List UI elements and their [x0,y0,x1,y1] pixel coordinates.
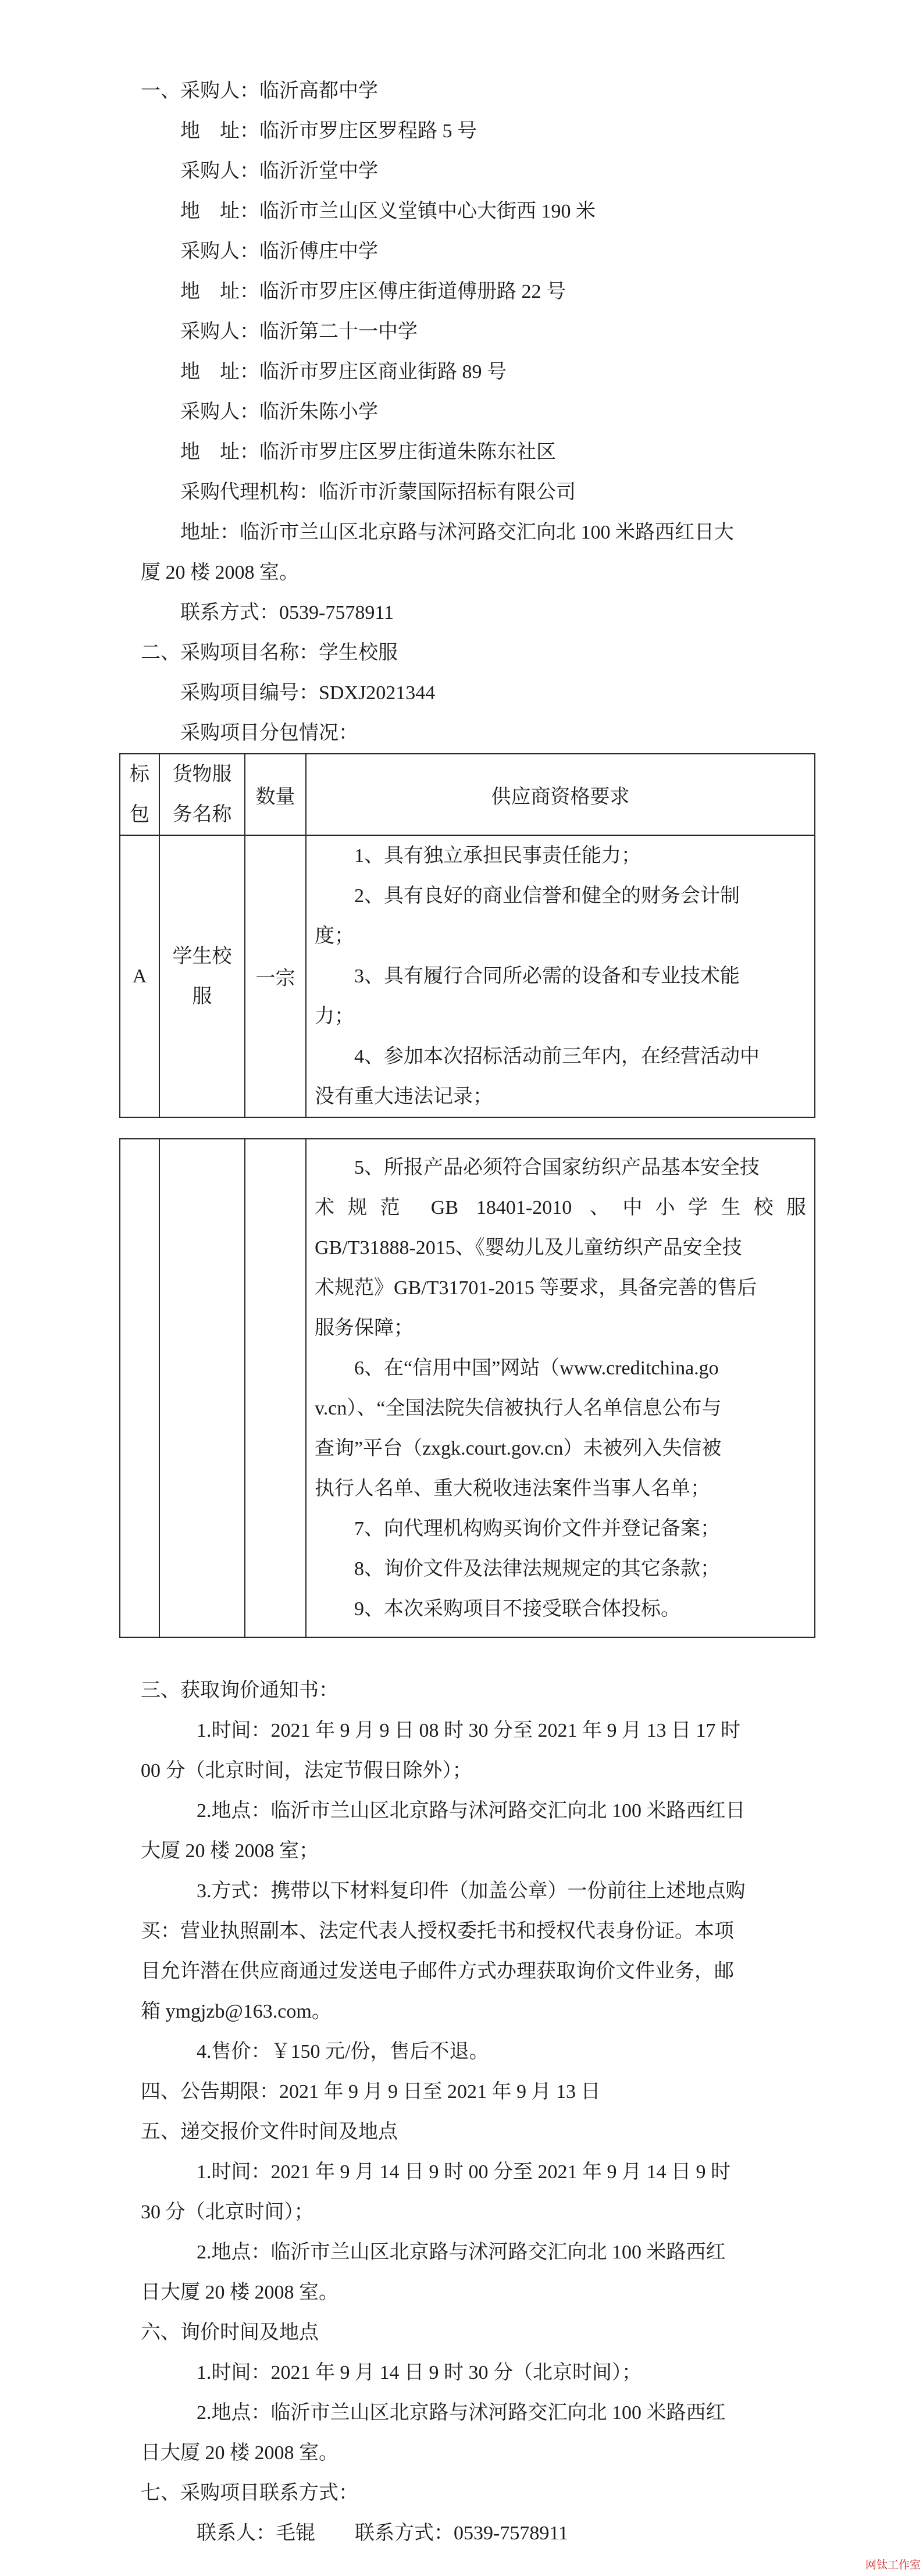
doc-line: 1.时间：2021 年 9 月 9 日 08 时 30 分至 2021 年 9 月 13 日 17 时 [197,1720,740,1741]
cell-bid-package-empty [120,1139,159,1637]
qualification-line: v.cn）、“全国法院失信被执行人名单信息公布与 [315,1398,722,1419]
qualification-line: 服务保障； [315,1317,414,1339]
doc-line: 七、采购项目联系方式： [141,2482,358,2504]
cell-quantity: 一宗 [245,835,306,1117]
doc-line: 2.地点：临沂市兰山区北京路与沭河路交汇向北 100 米路西红日 [197,1800,746,1822]
doc-line: 地址：临沂市兰山区北京路与沭河路交汇向北 100 米路西红日大 [180,522,734,543]
qualification-line: 6、在“信用中国”网站（www.creditchina.go [354,1358,719,1379]
doc-line: 采购人：临沂沂堂中学 [180,161,378,182]
doc-line: 目允许潜在供应商通过发送电子邮件方式办理获取询价文件业务，邮 [141,1961,734,1982]
doc-line: 采购项目分包情况： [180,722,358,744]
doc-line: 采购项目编号：SDXJ2021344 [180,682,436,704]
cell-goods-name-line: 学生校 [172,945,232,967]
lot-row-continued [120,1139,815,1637]
header-goods-name [159,754,245,835]
doc-line: 2.地点：临沂市兰山区北京路与沭河路交汇向北 100 米路西红 [197,2402,726,2424]
doc-line: 四、公告期限：2021 年 9 月 9 日至 2021 年 9 月 13 日 [141,2081,601,2103]
doc-line: 日大厦 20 楼 2008 室。 [141,2282,338,2303]
doc-line: 3.方式：携带以下材料复印件（加盖公章）一份前往上述地点购 [197,1880,746,1902]
doc-line: 大厦 20 楼 2008 室； [141,1840,319,1862]
doc-line: 地 址：临沂市罗庄区罗程路 5 号 [180,120,477,142]
doc-line: 日大厦 20 楼 2008 室。 [141,2442,338,2464]
doc-line: 采购人：临沂第二十一中学 [180,321,418,343]
lot-table [119,753,815,1118]
header-quantity: 数量 [245,754,306,835]
doc-line: 采购代理机构：临沂市沂蒙国际招标有限公司 [180,482,576,503]
doc-line: 二、采购项目名称：学生校服 [141,642,398,664]
doc-line: 1.时间：2021 年 9 月 14 日 9 时 30 分（北京时间）； [197,2362,642,2383]
doc-line: 2.地点：临沂市兰山区北京路与沭河路交汇向北 100 米路西红 [197,2242,726,2263]
qualification-line: 执行人名单、重大税收违法案件当事人名单； [315,1478,710,1499]
cell-goods-name [159,835,245,1117]
doc-line: 联系人：毛锟 联系方式：0539-7578911 [197,2522,569,2544]
cell-goods-name-line: 服 [192,985,212,1007]
doc-line: 采购人：临沂傅庄中学 [180,241,378,262]
studio-watermark: 网钛工作室 [865,2559,921,2571]
lot-table-header-row [120,754,815,835]
doc-line: 采购人：临沂朱陈小学 [180,401,378,423]
qualification-line: 没有重大违法记录； [315,1086,493,1107]
doc-line: 箱 ymgjzb@163.com。 [141,2001,332,2022]
qualification-line: 查询”平台（zxgk.court.gov.cn）未被列入失信被 [315,1438,722,1459]
doc-line: 买：营业执照副本、法定代表人授权委托书和授权代表身份证。本项 [141,1921,734,1942]
qualification-line: 9、本次采购项目不接受联合体投标。 [354,1598,680,1620]
doc-line: 三、获取询价通知书： [141,1680,338,1701]
doc-line: 地 址：临沂市罗庄区傅庄街道傅册路 22 号 [180,281,566,302]
qualification-line: 5、所报产品必须符合国家纺织产品基本安全技 [354,1157,760,1178]
qualification-line: 3、具有履行合同所必需的设备和专业技术能 [354,965,740,987]
doc-line: 联系方式：0539-7578911 [180,602,394,623]
qualification-line: 度； [315,925,354,947]
doc-line: 地 址：临沂市罗庄区罗庄街道朱陈东社区 [180,441,556,463]
qualification-line: 术规范 GB 18401-2010 、中小学生校服 [315,1197,806,1218]
header-goods-name-line: 务名称 [172,804,232,825]
doc-line: 五、递交报价文件时间及地点 [141,2121,398,2143]
qualification-line: 8、询价文件及法律法规规定的其它条款； [354,1558,720,1580]
lot-row-A [120,835,815,1117]
doc-line: 地 址：临沂市兰山区义堂镇中心大街西 190 米 [180,201,596,222]
qualification-line: 1、具有独立承担民事责任能力； [354,845,641,867]
cell-qualifications [306,835,815,1117]
doc-line: 地 址：临沂市罗庄区商业街路 89 号 [180,361,507,383]
sections-3-to-7 [119,1670,814,2553]
doc-line: 00 分（北京时间，法定节假日除外）； [141,1760,472,1782]
qualification-line: 4、参加本次招标活动前三年内，在经营活动中 [354,1046,760,1067]
cell-qualifications-continued [306,1139,815,1637]
doc-line: 30 分（北京时间）； [141,2201,314,2223]
header-supplier-qualifications: 供应商资格要求 [306,754,815,835]
qualification-line: 力； [315,1006,354,1027]
header-bid-package [120,754,159,835]
cell-goods-name-empty [159,1139,245,1637]
header-bid-package-line: 标 [130,764,149,785]
doc-line: 一、采购人：临沂高都中学 [141,80,378,102]
doc-line: 4.售价：￥150 元/份，售后不退。 [197,2041,489,2062]
doc-line: 六、询价时间及地点 [141,2322,319,2343]
qualification-line: 术规范》GB/T31701-2015 等要求，具备完善的售后 [315,1277,757,1299]
doc-line: 厦 20 楼 2008 室。 [141,562,299,583]
header-bid-package-line: 包 [130,804,149,825]
doc-line: 1.时间：2021 年 9 月 14 日 9 时 00 分至 2021 年 9 月 14 日 9 时 [197,2161,730,2183]
qualification-line: 7、向代理机构购买询价文件并登记备案； [354,1518,720,1540]
cell-quantity-empty [245,1139,306,1637]
cell-bid-package: A [120,835,159,1117]
lot-table-continued [119,1138,815,1638]
header-goods-name-line: 货物服 [172,764,232,785]
qualification-line: 2、具有良好的商业信誉和健全的财务会计制 [354,885,740,907]
qualification-line: GB/T31888-2015、《婴幼儿及儿童纺织产品安全技 [315,1237,742,1259]
